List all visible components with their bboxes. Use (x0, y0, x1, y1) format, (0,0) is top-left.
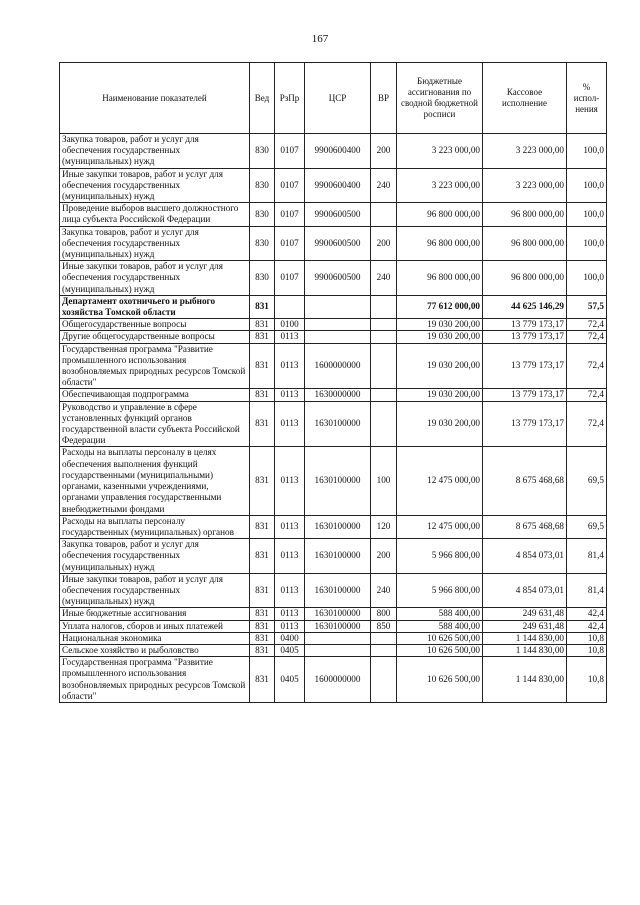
cell-name: Иные закупки товаров, работ и услуг для обеспечения государственных (муниципальных) нужд (60, 168, 250, 203)
cell-ved: 830 (250, 261, 275, 296)
cell-rzpr: 0400 (275, 632, 305, 644)
cell-csr: 1630100000 (305, 447, 371, 515)
cell-name: Закупка товаров, работ и услуг для обеспечения государственных (муниципальных) нужд (60, 134, 250, 169)
table-row (60, 447, 607, 515)
cell-pct: 100,0 (567, 203, 607, 226)
cell-rzpr: 0107 (275, 261, 305, 296)
cell-pct: 81,4 (567, 539, 607, 574)
cell-csr: 1630100000 (305, 573, 371, 608)
cell-cash: 4 854 073,01 (483, 539, 567, 574)
cell-name: Проведение выборов высшего должностного лица субъекта Российской Федерации (60, 203, 250, 226)
cell-rzpr: 0107 (275, 226, 305, 261)
cell-cash: 3 223 000,00 (483, 134, 567, 169)
cell-cash: 96 800 000,00 (483, 226, 567, 261)
cell-csr (305, 644, 371, 656)
cell-name: Иные закупки товаров, работ и услуг для обеспечения государственных (муниципальных) нужд (60, 261, 250, 296)
table-row (60, 203, 607, 226)
cell-name: Государственная программа "Развитие промышленного использования возобновляемых природных ресурсов Томской области" (60, 343, 250, 389)
table-row (60, 226, 607, 261)
cell-rzpr: 0113 (275, 401, 305, 447)
cell-csr (305, 319, 371, 331)
cell-csr (305, 632, 371, 644)
cell-name: Государственная программа "Развитие промышленного использования возобновляемых природных ресурсов Томской области" (60, 657, 250, 703)
budget-table (59, 62, 607, 703)
cell-ved: 831 (250, 539, 275, 574)
cell-assigned: 19 030 200,00 (397, 331, 483, 343)
cell-rzpr: 0113 (275, 608, 305, 620)
cell-rzpr (275, 295, 305, 318)
cell-vr (371, 295, 397, 318)
cell-assigned: 19 030 200,00 (397, 401, 483, 447)
cell-csr: 1630100000 (305, 620, 371, 632)
cell-cash: 8 675 468,68 (483, 515, 567, 538)
header-pct: % испол-нения (567, 63, 607, 134)
cell-csr: 1630100000 (305, 515, 371, 538)
cell-ved: 831 (250, 657, 275, 703)
cell-cash: 13 779 173,17 (483, 343, 567, 389)
cell-ved: 831 (250, 295, 275, 318)
cell-name: Сельское хозяйство и рыболовство (60, 644, 250, 656)
cell-assigned: 588 400,00 (397, 608, 483, 620)
cell-vr: 200 (371, 134, 397, 169)
cell-pct: 81,4 (567, 573, 607, 608)
table-row (60, 401, 607, 447)
cell-pct: 10,8 (567, 644, 607, 656)
cell-rzpr: 0113 (275, 573, 305, 608)
cell-name: Расходы на выплаты персоналу в целях обеспечения выполнения функций государственными (муниципальными) органами, казенными учреждениями, органами управления государственными внебюджетными фондами (60, 447, 250, 515)
cell-rzpr: 0113 (275, 620, 305, 632)
cell-vr: 100 (371, 447, 397, 515)
cell-cash: 1 144 830,00 (483, 632, 567, 644)
table-body (60, 134, 607, 703)
cell-name: Обеспечивающая подпрограмма (60, 389, 250, 401)
table-row (60, 608, 607, 620)
cell-rzpr: 0113 (275, 515, 305, 538)
table-row (60, 343, 607, 389)
cell-cash: 1 144 830,00 (483, 644, 567, 656)
cell-name: Иные бюджетные ассигнования (60, 608, 250, 620)
cell-vr: 240 (371, 261, 397, 296)
cell-cash: 96 800 000,00 (483, 203, 567, 226)
table-row (60, 331, 607, 343)
cell-pct: 57,5 (567, 295, 607, 318)
cell-name: Уплата налогов, сборов и иных платежей (60, 620, 250, 632)
cell-csr: 1630100000 (305, 539, 371, 574)
cell-csr (305, 331, 371, 343)
cell-name: Закупка товаров, работ и услуг для обеспечения государственных (муниципальных) нужд (60, 226, 250, 261)
cell-pct: 10,8 (567, 657, 607, 703)
cell-vr: 200 (371, 226, 397, 261)
cell-vr: 240 (371, 168, 397, 203)
cell-cash: 8 675 468,68 (483, 447, 567, 515)
cell-csr: 1600000000 (305, 343, 371, 389)
cell-name: Департамент охотничьего и рыбного хозяйства Томской области (60, 295, 250, 318)
cell-pct: 69,5 (567, 447, 607, 515)
cell-vr: 850 (371, 620, 397, 632)
cell-ved: 831 (250, 389, 275, 401)
cell-ved: 831 (250, 620, 275, 632)
header-name: Наименование показателей (60, 63, 250, 134)
cell-assigned: 5 966 800,00 (397, 539, 483, 574)
cell-cash: 4 854 073,01 (483, 573, 567, 608)
table-row (60, 515, 607, 538)
table-row (60, 261, 607, 296)
cell-assigned: 10 626 500,00 (397, 644, 483, 656)
header-rzpr: РзПр (275, 63, 305, 134)
cell-cash: 13 779 173,17 (483, 331, 567, 343)
cell-assigned: 96 800 000,00 (397, 261, 483, 296)
table-row (60, 134, 607, 169)
cell-rzpr: 0100 (275, 319, 305, 331)
cell-csr: 9900600500 (305, 261, 371, 296)
cell-vr (371, 657, 397, 703)
cell-ved: 831 (250, 401, 275, 447)
cell-csr: 9900600500 (305, 203, 371, 226)
cell-assigned: 19 030 200,00 (397, 343, 483, 389)
cell-rzpr: 0107 (275, 203, 305, 226)
cell-vr (371, 389, 397, 401)
cell-ved: 831 (250, 343, 275, 389)
cell-csr (305, 295, 371, 318)
cell-ved: 830 (250, 226, 275, 261)
cell-pct: 72,4 (567, 331, 607, 343)
cell-cash: 13 779 173,17 (483, 389, 567, 401)
cell-rzpr: 0113 (275, 343, 305, 389)
cell-csr: 9900600500 (305, 226, 371, 261)
cell-pct: 100,0 (567, 168, 607, 203)
cell-assigned: 5 966 800,00 (397, 573, 483, 608)
cell-vr: 120 (371, 515, 397, 538)
cell-cash: 1 144 830,00 (483, 657, 567, 703)
table-row (60, 632, 607, 644)
cell-rzpr: 0113 (275, 331, 305, 343)
cell-csr: 1630100000 (305, 608, 371, 620)
cell-assigned: 12 475 000,00 (397, 447, 483, 515)
cell-csr: 9900600400 (305, 168, 371, 203)
cell-name: Руководство и управление в сфере установленных функций органов государственной власти субъекта Российской Федерации (60, 401, 250, 447)
cell-name: Расходы на выплаты персоналу государственных (муниципальных) органов (60, 515, 250, 538)
cell-pct: 72,4 (567, 343, 607, 389)
cell-ved: 831 (250, 447, 275, 515)
table-row (60, 168, 607, 203)
cell-name: Общегосударственные вопросы (60, 319, 250, 331)
cell-pct: 72,4 (567, 319, 607, 331)
cell-cash: 249 631,48 (483, 620, 567, 632)
page-number: 167 (311, 33, 329, 45)
cell-assigned: 10 626 500,00 (397, 632, 483, 644)
cell-ved: 831 (250, 608, 275, 620)
cell-ved: 830 (250, 168, 275, 203)
cell-assigned: 19 030 200,00 (397, 389, 483, 401)
cell-name: Другие общегосударственные вопросы (60, 331, 250, 343)
cell-rzpr: 0107 (275, 168, 305, 203)
cell-vr: 800 (371, 608, 397, 620)
cell-cash: 3 223 000,00 (483, 168, 567, 203)
cell-cash: 44 625 146,29 (483, 295, 567, 318)
cell-vr (371, 401, 397, 447)
cell-ved: 831 (250, 331, 275, 343)
table-row (60, 644, 607, 656)
cell-pct: 42,4 (567, 608, 607, 620)
table-header-row (60, 63, 607, 134)
cell-vr (371, 331, 397, 343)
header-assigned: Бюджетные ассигнования по сводной бюджетной росписи (397, 63, 483, 134)
cell-ved: 830 (250, 203, 275, 226)
cell-assigned: 3 223 000,00 (397, 168, 483, 203)
header-csr: ЦСР (305, 63, 371, 134)
cell-pct: 100,0 (567, 134, 607, 169)
cell-assigned: 96 800 000,00 (397, 226, 483, 261)
cell-vr (371, 632, 397, 644)
table-row (60, 295, 607, 318)
cell-ved: 831 (250, 319, 275, 331)
cell-vr (371, 644, 397, 656)
cell-assigned: 96 800 000,00 (397, 203, 483, 226)
cell-pct: 100,0 (567, 261, 607, 296)
cell-vr: 240 (371, 573, 397, 608)
cell-csr: 1630000000 (305, 389, 371, 401)
cell-cash: 249 631,48 (483, 608, 567, 620)
cell-name: Иные закупки товаров, работ и услуг для обеспечения государственных (муниципальных) нужд (60, 573, 250, 608)
cell-ved: 831 (250, 632, 275, 644)
cell-pct: 42,4 (567, 620, 607, 632)
cell-csr: 1600000000 (305, 657, 371, 703)
cell-vr (371, 319, 397, 331)
cell-cash: 13 779 173,17 (483, 401, 567, 447)
cell-name: Национальная экономика (60, 632, 250, 644)
table-row (60, 539, 607, 574)
cell-pct: 72,4 (567, 401, 607, 447)
table-row (60, 319, 607, 331)
cell-assigned: 77 612 000,00 (397, 295, 483, 318)
cell-cash: 13 779 173,17 (483, 319, 567, 331)
cell-rzpr: 0405 (275, 657, 305, 703)
cell-rzpr: 0113 (275, 447, 305, 515)
cell-pct: 69,5 (567, 515, 607, 538)
cell-ved: 830 (250, 134, 275, 169)
header-cash: Кассовое исполнение (483, 63, 567, 134)
cell-cash: 96 800 000,00 (483, 261, 567, 296)
cell-assigned: 19 030 200,00 (397, 319, 483, 331)
cell-pct: 10,8 (567, 632, 607, 644)
cell-csr: 1630100000 (305, 401, 371, 447)
cell-rzpr: 0405 (275, 644, 305, 656)
cell-pct: 100,0 (567, 226, 607, 261)
cell-rzpr: 0113 (275, 389, 305, 401)
table-row (60, 657, 607, 703)
cell-assigned: 588 400,00 (397, 620, 483, 632)
cell-vr: 200 (371, 539, 397, 574)
table-row (60, 389, 607, 401)
cell-assigned: 3 223 000,00 (397, 134, 483, 169)
cell-vr (371, 343, 397, 389)
cell-pct: 72,4 (567, 389, 607, 401)
cell-ved: 831 (250, 644, 275, 656)
header-vr: ВР (371, 63, 397, 134)
cell-ved: 831 (250, 515, 275, 538)
cell-rzpr: 0113 (275, 539, 305, 574)
table-row (60, 620, 607, 632)
cell-vr (371, 203, 397, 226)
cell-ved: 831 (250, 573, 275, 608)
cell-assigned: 10 626 500,00 (397, 657, 483, 703)
cell-assigned: 12 475 000,00 (397, 515, 483, 538)
cell-name: Закупка товаров, работ и услуг для обеспечения государственных (муниципальных) нужд (60, 539, 250, 574)
header-ved: Вед (250, 63, 275, 134)
table-row (60, 573, 607, 608)
cell-rzpr: 0107 (275, 134, 305, 169)
cell-csr: 9900600400 (305, 134, 371, 169)
